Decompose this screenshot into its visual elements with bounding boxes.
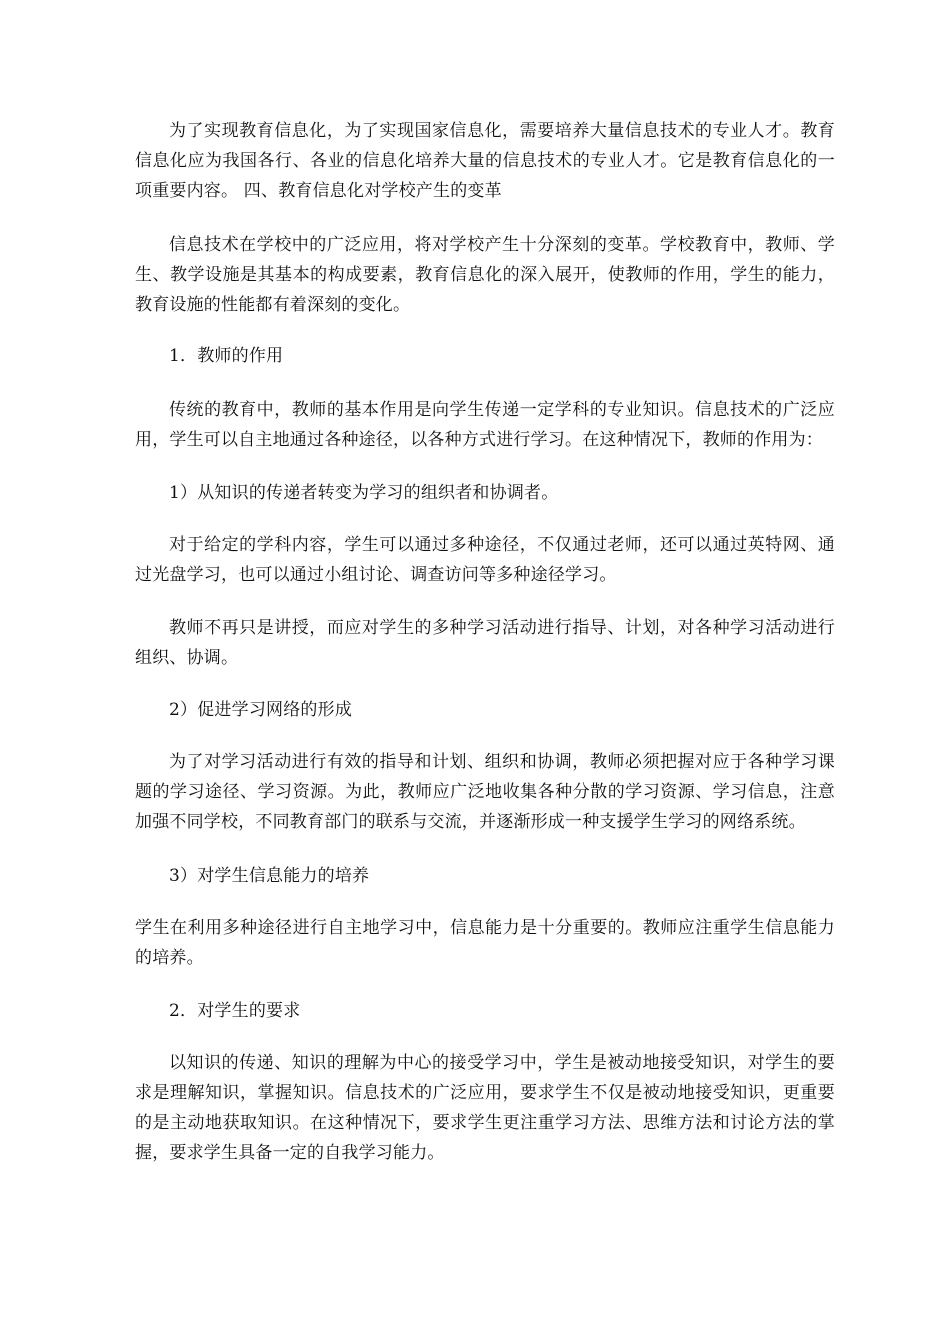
paragraph-1: 为了实现教育信息化，为了实现国家信息化，需要培养大量信息技术的专业人才。教育信息化应为我国各行、各业的信息化培养大量的信息技术的专业人才。它是教育信息化的一项重要内容。 四、教育信息化对学校产生的变革 — [135, 121, 835, 201]
subheading-1: 1）从知识的传递者转变为学习的组织者和协调者。 — [169, 483, 559, 503]
paragraph-2: 信息技术在学校中的广泛应用，将对学校产生十分深刻的变革。学校教育中，教师、学生、教学设施是其基本的构成要素，教育信息化的深入展开，使教师的作用，学生的能力，教育设施的性能都有着深刻的变化。 — [135, 235, 835, 315]
section-heading-student-requirements: 2．对学生的要求 — [169, 1001, 301, 1021]
paragraph-4: 对于给定的学科内容，学生可以通过多种途径，不仅通过老师，还可以通过英特网、通过光盘学习，也可以通过小组讨论、调查访问等多种途径学习。 — [135, 535, 835, 585]
section-heading-teacher-role: 1．教师的作用 — [169, 346, 284, 366]
paragraph-6: 为了对学习活动进行有效的指导和计划、组织和协调，教师必须把握对应于各种学习课题的学习途径、学习资源。为此，教师应广泛地收集各种分散的学习资源、学习信息，注意加强不同学校，不同教育部门的联系与交流，并逐渐形成一种支援学生学习的网络系统。 — [135, 752, 835, 832]
paragraph-7: 学生在利用多种途径进行自主地学习中，信息能力是十分重要的。教师应注重学生信息能力的培养。 — [135, 918, 835, 968]
paragraph-5: 教师不再只是讲授，而应对学生的多种学习活动进行指导、计划，对各种学习活动进行组织、协调。 — [135, 618, 835, 668]
subheading-2: 2）促进学习网络的形成 — [169, 700, 353, 720]
paragraph-8: 以知识的传递、知识的理解为中心的接受学习中，学生是被动地接受知识，对学生的要求是理解知识，掌握知识。信息技术的广泛应用，要求学生不仅是被动地接受知识，更重要的是主动地获取知识。在这种情况下，要求学生更注重学习方法、思维方法和讨论方法的掌握，要求学生具备一定的自我学习能力。 — [135, 1053, 835, 1163]
paragraph-3: 传统的教育中，教师的基本作用是向学生传递一定学科的专业知识。信息技术的广泛应用，学生可以自主地通过各种途径，以各种方式进行学习。在这种情况下，教师的作用为： — [135, 400, 835, 450]
subheading-3: 3）对学生信息能力的培养 — [169, 866, 370, 886]
